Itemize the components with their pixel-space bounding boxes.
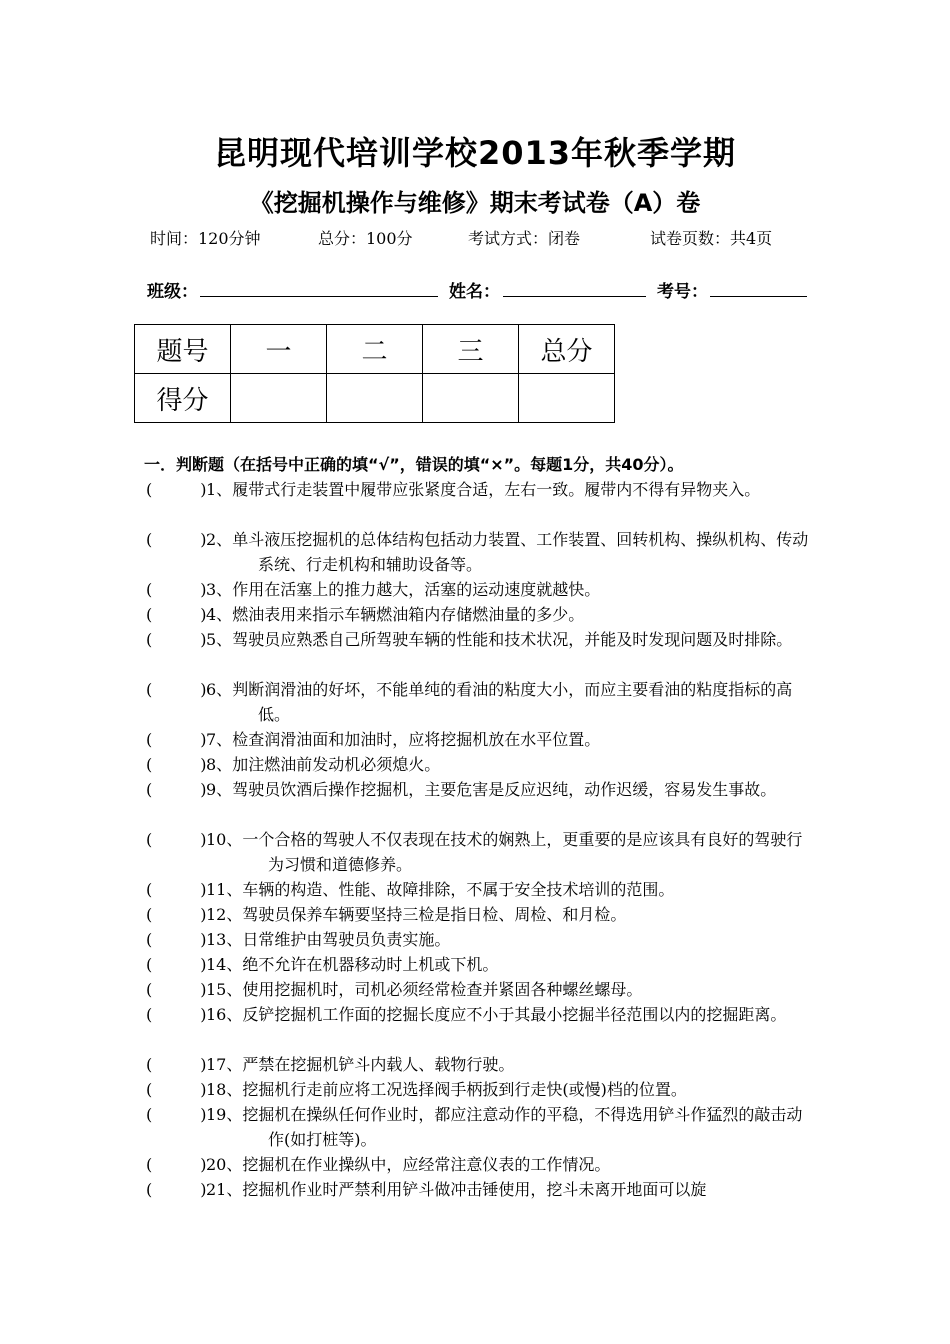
question-body — [206, 927, 810, 952]
score-cell: 题号 — [135, 325, 231, 374]
question-text: 日常维护由驾驶员负责实施。 — [242, 930, 451, 949]
question-number: 11、 — [206, 880, 243, 899]
question-item — [146, 627, 810, 652]
answer-bracket[interactable]: ( ) — [146, 730, 207, 749]
question-number: 9、 — [206, 780, 233, 799]
question-text: 挖掘机行走前应将工况选择阀手柄扳到行走快(或慢)档的位置。 — [242, 1080, 687, 1099]
question-number: 17、 — [206, 1055, 243, 1074]
answer-bracket[interactable]: ( ) — [146, 480, 207, 499]
answer-bracket[interactable]: ( ) — [146, 880, 207, 899]
section-heading: 一．判断题（在括号中正确的填“√”，错误的填“×”。每题1分，共40分）。 — [144, 455, 684, 474]
question-text: 挖掘机作业时严禁利用铲斗做冲击锤使用，挖斗未离开地面可以旋 — [242, 1180, 707, 1199]
question-item — [146, 602, 810, 627]
question-number: 13、 — [206, 930, 243, 949]
score-input-cell[interactable] — [327, 374, 423, 423]
question-text: 绝不允许在机器移动时上机或下机。 — [242, 955, 499, 974]
question-body — [206, 1052, 810, 1077]
question-number: 12、 — [206, 905, 243, 924]
question-text: 驾驶员保养车辆要坚持三检是指日检、周检、和月检。 — [242, 905, 627, 924]
question-item — [146, 477, 810, 502]
question-item — [146, 827, 810, 877]
question-text: 驾驶员应熟悉自己所驾驶车辆的性能和技术状况，并能及时发现问题及时排除。 — [232, 630, 793, 649]
question-item — [146, 952, 810, 977]
question-item — [146, 752, 810, 777]
question-item — [146, 527, 810, 577]
question-number: 18、 — [206, 1080, 243, 1099]
score-input-cell[interactable] — [519, 374, 615, 423]
question-body — [206, 477, 810, 502]
score-table-score-row — [135, 374, 615, 423]
question-body — [206, 877, 810, 902]
question-number: 5、 — [206, 630, 233, 649]
question-number: 20、 — [206, 1155, 243, 1174]
question-text: 车辆的构造、性能、故障排除，不属于安全技术培训的范围。 — [242, 880, 675, 899]
exam-mode: 考试方式：闭卷 — [468, 229, 581, 248]
question-number: 3、 — [206, 580, 233, 599]
answer-bracket[interactable]: ( ) — [146, 1155, 207, 1174]
question-body — [206, 627, 810, 652]
question-text: 使用挖掘机时，司机必须经常检查并紧固各种螺丝螺母。 — [242, 980, 643, 999]
class-field[interactable] — [200, 296, 438, 297]
score-cell: 得分 — [135, 374, 231, 423]
question-item — [146, 902, 810, 927]
question-number: 10、 — [206, 830, 243, 849]
question-item — [146, 727, 810, 752]
question-body — [206, 952, 810, 977]
number-field[interactable] — [710, 296, 807, 297]
exam-total-score: 总分：100分 — [318, 229, 413, 248]
question-body — [206, 577, 810, 602]
question-text: 燃油表用来指示车辆燃油箱内存储燃油量的多少。 — [232, 605, 585, 624]
question-text: 驾驶员饮酒后操作挖掘机，主要危害是反应迟纯，动作迟缓，容易发生事故。 — [232, 780, 777, 799]
question-body — [206, 977, 810, 1002]
question-text: 一个合格的驾驶人不仅表现在技术的娴熟上，更重要的是应该具有良好的驾驶行为习惯和道德修养。 — [242, 830, 803, 874]
question-item — [146, 927, 810, 952]
score-cell: 总分 — [519, 325, 615, 374]
question-item — [146, 1002, 810, 1027]
answer-bracket[interactable]: ( ) — [146, 830, 207, 849]
question-number: 16、 — [206, 1005, 243, 1024]
name-label: 姓名： — [449, 282, 500, 302]
score-table — [134, 324, 615, 423]
question-item — [146, 1052, 810, 1077]
question-number: 4、 — [206, 605, 233, 624]
answer-bracket[interactable]: ( ) — [146, 680, 207, 699]
question-text: 检查润滑油面和加油时，应将挖掘机放在水平位置。 — [232, 730, 601, 749]
score-input-cell[interactable] — [231, 374, 327, 423]
exam-title: 《挖掘机操作与维修》期末考试卷（A）卷 — [249, 189, 701, 217]
name-field[interactable] — [503, 296, 646, 297]
question-text: 履带式行走装置中履带应张紧度合适，左右一致。履带内不得有异物夹入。 — [232, 480, 761, 499]
school-title: 昆明现代培训学校2013年秋季学期 — [213, 134, 737, 172]
score-input-cell[interactable] — [423, 374, 519, 423]
answer-bracket[interactable]: ( ) — [146, 580, 207, 599]
question-number: 8、 — [206, 755, 233, 774]
answer-bracket[interactable]: ( ) — [146, 1180, 207, 1199]
answer-bracket[interactable]: ( ) — [146, 605, 207, 624]
score-cell: 一 — [231, 325, 327, 374]
question-item — [146, 577, 810, 602]
question-item — [146, 677, 810, 727]
question-item — [146, 1177, 810, 1202]
question-item — [146, 777, 810, 802]
answer-bracket[interactable]: ( ) — [146, 630, 207, 649]
question-item — [146, 1152, 810, 1177]
answer-bracket[interactable]: ( ) — [146, 1080, 207, 1099]
question-body — [206, 827, 810, 877]
answer-bracket[interactable]: ( ) — [146, 1005, 207, 1024]
question-text: 挖掘机在作业操纵中，应经常注意仪表的工作情况。 — [242, 1155, 611, 1174]
question-text: 严禁在挖掘机铲斗内载人、载物行驶。 — [242, 1055, 515, 1074]
answer-bracket[interactable]: ( ) — [146, 1055, 207, 1074]
answer-bracket[interactable]: ( ) — [146, 955, 207, 974]
question-body — [206, 527, 810, 577]
answer-bracket[interactable]: ( ) — [146, 1105, 207, 1124]
number-label: 考号： — [657, 282, 708, 302]
score-cell: 三 — [423, 325, 519, 374]
question-text: 单斗液压挖掘机的总体结构包括动力装置、工作装置、回转机构、操纵机构、传动系统、行走机构和辅助设备等。 — [232, 530, 809, 574]
question-body — [206, 602, 810, 627]
question-number: 15、 — [206, 980, 243, 999]
class-label: 班级： — [147, 282, 198, 302]
question-body — [206, 727, 810, 752]
question-body — [206, 1077, 810, 1102]
question-item — [146, 977, 810, 1002]
answer-bracket[interactable]: ( ) — [146, 755, 207, 774]
answer-bracket[interactable]: ( ) — [146, 930, 207, 949]
question-text: 加注燃油前发动机必须熄火。 — [232, 755, 441, 774]
question-number: 2、 — [206, 530, 233, 549]
question-body — [206, 1102, 810, 1152]
question-body — [206, 777, 810, 802]
question-text: 作用在活塞上的推力越大，活塞的运动速度就越快。 — [232, 580, 601, 599]
question-body — [206, 1177, 810, 1202]
question-item — [146, 1077, 810, 1102]
question-number: 21、 — [206, 1180, 243, 1199]
question-number: 14、 — [206, 955, 243, 974]
score-cell: 二 — [327, 325, 423, 374]
answer-bracket[interactable]: ( ) — [146, 980, 207, 999]
answer-bracket[interactable]: ( ) — [146, 780, 207, 799]
answer-bracket[interactable]: ( ) — [146, 905, 207, 924]
exam-pages: 试卷页数：共4页 — [650, 229, 773, 248]
question-item — [146, 1102, 810, 1152]
exam-time: 时间：120分钟 — [150, 229, 261, 248]
question-body — [206, 902, 810, 927]
question-text: 反铲挖掘机工作面的挖掘长度应不小于其最小挖掘半径范围以内的挖掘距离。 — [242, 1005, 787, 1024]
question-body — [206, 752, 810, 777]
question-body — [206, 1152, 810, 1177]
question-body — [206, 677, 810, 727]
question-text: 挖掘机在操纵任何作业时，都应注意动作的平稳，不得选用铲斗作猛烈的敲击动作(如打桩等)。 — [242, 1105, 803, 1149]
question-number: 19、 — [206, 1105, 243, 1124]
question-number: 7、 — [206, 730, 233, 749]
question-item — [146, 877, 810, 902]
question-text: 判断润滑油的好坏，不能单纯的看油的粘度大小，而应主要看油的粘度指标的高低。 — [232, 680, 793, 724]
answer-bracket[interactable]: ( ) — [146, 530, 207, 549]
question-body — [206, 1002, 810, 1027]
question-number: 6、 — [206, 680, 233, 699]
question-number: 1、 — [206, 480, 233, 499]
score-table-header-row — [135, 325, 615, 374]
